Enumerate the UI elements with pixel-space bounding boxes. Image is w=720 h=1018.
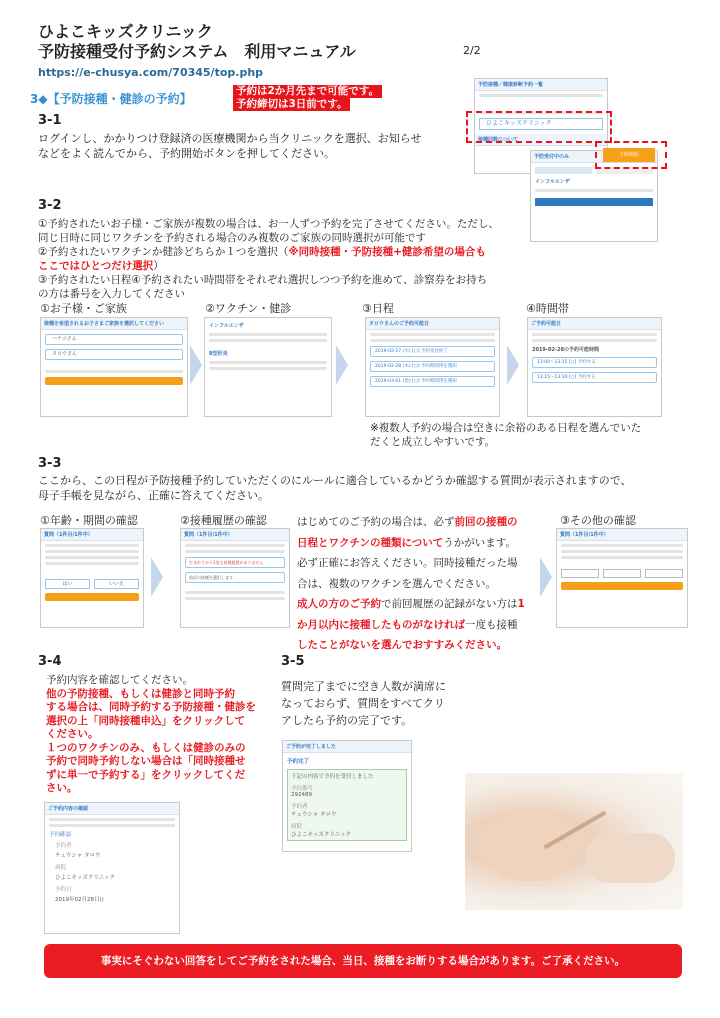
shot-line: [209, 361, 327, 364]
title-line2: 予防接種受付予約システム 利用マニュアル: [38, 42, 356, 61]
shot-field-label: 病院: [291, 824, 303, 830]
shot-title: タロウさんのご予約可能日: [366, 318, 499, 330]
shot-title: 質問（1件目/1件中）: [41, 529, 143, 541]
shot-select: [603, 569, 641, 578]
step-3-5-text: [281, 678, 446, 729]
shot-line: [45, 370, 183, 373]
shot-field-value: チュウシャ タロウ: [55, 853, 101, 859]
screenshot-family: [40, 317, 188, 417]
step-3-1-heading: 3-1: [38, 113, 62, 128]
screenshot-age-check: [40, 528, 144, 628]
label-time: ④時間帯: [526, 302, 569, 315]
shot-line: [45, 556, 139, 559]
text-red: ください。: [46, 728, 99, 740]
shot-field-value: 292489: [291, 792, 312, 798]
highlight-frame-start: [595, 141, 667, 169]
text-line: 母子手帳を見ながら、正確に答えてください。: [38, 489, 269, 502]
shot-start-button: 予約開始: [603, 148, 655, 162]
text-line: [38, 259, 538, 273]
shot-option: タロウさん: [45, 349, 183, 360]
text-red: 予約で同時予約しない場合は「同時接種せ: [46, 755, 246, 767]
shot-answers: [45, 579, 139, 589]
screenshot-other-check: [556, 528, 688, 628]
shot-time-option: 13:15〜13:30 [○] 予約する: [532, 372, 657, 383]
warning-banner: 事実にそぐわない回答をしてご予約をされた場合、当日、接種をお断りする場合があります。ご了承ください。: [44, 944, 682, 978]
shot-answer: はい: [45, 579, 90, 589]
shot-field-value: チュウシャ タロウ: [291, 812, 337, 818]
shot-next-button: [45, 377, 183, 385]
shot-option: 生まれてから1度も接種履歴がありません: [185, 557, 285, 568]
shot-title: 質問（1件目/1件中）: [181, 529, 289, 541]
shot-line: [45, 562, 139, 565]
text-red: 選択の上「同時接種申込」をクリックして: [46, 714, 246, 727]
shot-field-value: 2019年02月28日(): [55, 897, 104, 903]
photo-hand-shape: [585, 833, 675, 883]
shot-line: [209, 339, 327, 342]
shot-title: ご予約内容の確認: [45, 803, 179, 815]
text-red: したことがないを選んでおすすみください。: [297, 639, 508, 651]
shot-option: ハナコさん: [45, 334, 183, 345]
arrow-right-icon: [151, 557, 163, 597]
text-line: ログインし、かかりつけ登録済の医療機関から当クリニックを選択、お知らせ: [38, 132, 422, 145]
shot-title: 質問（1件目/1件中）: [557, 529, 687, 541]
screenshot-complete: [282, 740, 412, 852]
shot-field-label: 予約者: [291, 804, 308, 810]
text-line: だくと成立しやすいです。: [370, 436, 496, 448]
section-title: 3◆【予防接種・健診の予約】: [30, 92, 192, 106]
shot-next-button: [561, 582, 683, 590]
shot-title: 接種を希望されるお子さまご家族を選択してください: [41, 318, 187, 330]
shot-time-option: 13:00〜13:15 [○] 予約する: [532, 357, 657, 368]
text-line: [297, 533, 535, 554]
shot-message: 下記の内容で予約を受付しました: [291, 774, 374, 780]
shot-line: [45, 550, 139, 553]
step-3-3-text: [38, 473, 632, 503]
arrow-right-icon: [540, 557, 552, 597]
text-red: 1: [517, 598, 525, 610]
step-3-4-heading: 3-4: [38, 654, 62, 669]
history-explanation: [297, 512, 535, 656]
shot-item: インフルエンザ: [535, 179, 570, 185]
photo-arm-shape: [485, 811, 575, 881]
arrow-right-icon: [336, 345, 348, 385]
step-3-5-heading: 3-5: [281, 654, 305, 669]
text-red: 日程とワクチンの種類について: [297, 536, 444, 549]
text-span: ②予約されたいワクチンか健診どちらか１つを選択（: [38, 246, 289, 258]
text-red: １つのワクチンのみ、もしくは健診のみの: [46, 741, 246, 754]
shot-item: インフルエンザ: [209, 323, 244, 329]
text-line: 合は、複数のワクチンを選んでください。: [297, 577, 496, 590]
shot-title: ご予約可能日: [528, 318, 661, 330]
text-line: [297, 594, 535, 615]
label-other: ③その他の確認: [560, 514, 636, 527]
shot-line: [535, 189, 653, 192]
shot-tab: [535, 167, 592, 174]
text-red: 成人の方のご予約: [297, 598, 381, 610]
text-span: はじめてのご予約の場合は、必ず: [297, 516, 455, 528]
title-line1: ひよこキッズクリニック: [38, 22, 213, 41]
shot-line: [185, 597, 285, 600]
text-line: 同じ日時に同じワクチンを予約される場合のみ複数のご家族の同時選択が可能です: [38, 232, 426, 244]
label-date: ③日程: [362, 302, 394, 315]
shot-line: [49, 818, 175, 821]
highlight-frame-clinic: [466, 111, 612, 143]
text-line: [297, 615, 535, 636]
shot-line: [532, 339, 657, 342]
step-3-3-heading: 3-3: [38, 456, 62, 471]
page-number: 2/2: [463, 44, 481, 57]
shot-line: [479, 94, 603, 97]
shot-line: [49, 824, 175, 827]
url-link[interactable]: https://e-chusya.com/70345/top.php: [38, 66, 264, 79]
shot-line: [561, 544, 683, 547]
shot-title: ご予約が完了しました: [283, 741, 411, 753]
text-red: 他の予防接種、もしくは健診と同時予約: [46, 687, 235, 700]
shot-answer: いいえ: [94, 579, 139, 589]
shot-field-value: ひよこキッズクリニック: [55, 875, 116, 881]
text-red: ずに単一で予約する」をクリックしてくだ: [46, 768, 246, 781]
shot-label: 予約確認: [49, 832, 72, 838]
text-line: アしたら予約の完了です。: [281, 714, 413, 727]
shot-header: 予防接種／健康診断予約一覧: [475, 79, 607, 91]
screenshot-confirm: [44, 802, 180, 934]
shot-line: [532, 333, 657, 336]
text-red: する場合は、同時予約する予防接種・健診を: [46, 701, 256, 713]
shot-label: 予約完了: [287, 759, 310, 765]
shot-item: B型肝炎: [209, 351, 228, 357]
step-3-2-text: [38, 217, 538, 301]
shot-line: [561, 550, 683, 553]
label-family: ①お子様・ご家族: [40, 302, 127, 315]
text-line: [297, 512, 535, 533]
text-red: か月以内に接種したものがなければ: [297, 618, 465, 631]
text-span: 一度も接種: [465, 618, 518, 631]
notice-two-months: 予約は2か月先まで可能です。: [233, 85, 382, 98]
shot-date-option: 2019-02-27 (水) [○] 予約受付終了: [370, 346, 495, 357]
label-age-period: ①年齢・期間の確認: [40, 514, 138, 527]
shot-line: [370, 339, 495, 342]
text-line: 必ず正確にお答えください。同時接種だった場: [297, 557, 518, 569]
shot-line: [45, 544, 139, 547]
shot-select: [561, 569, 599, 578]
label-vaccine: ②ワクチン・健診: [205, 302, 292, 315]
document-title: [38, 22, 356, 62]
shot-option: 前回の接種を選択します: [185, 572, 285, 583]
shot-select: [645, 569, 683, 578]
text-red: ※同時接種・予防接種+健診希望の場合も: [288, 246, 486, 258]
shot-date-label: 2019-02-28の予約可能時間: [532, 347, 599, 353]
arrow-right-icon: [507, 345, 519, 385]
shot-line: [370, 333, 495, 336]
shot-date-option: 2019-02-28 (木) [○] 予約時間帯を選択: [370, 361, 495, 372]
multi-person-note: [370, 421, 641, 449]
text-span: ）: [153, 260, 164, 272]
text-line: ①予約されたいお子様・ご家族が複数の場合は、お一人ずつ予約を完了させてください。ただし、: [38, 218, 499, 230]
shot-blue-button: [535, 198, 653, 206]
screenshot-time: [527, 317, 662, 417]
shot-field-label: 病院: [55, 865, 67, 871]
step-3-1-text: [38, 131, 421, 161]
notice-deadline: 予約締切は3日前です。: [233, 98, 350, 111]
shot-field-label: 予約者: [55, 843, 72, 849]
screenshot-history-check: [180, 528, 290, 628]
text-line: ③予約されたい日程④予約されたい時間帯をそれぞれ選択しつつ予約を進めて、診察券をお持ち: [38, 274, 488, 286]
shot-field-value: ひよこキッズクリニック: [291, 832, 352, 838]
shot-notice: 接種回数について: [475, 134, 607, 146]
shot-next-button: [45, 593, 139, 601]
text-line: 予約内容を確認してください。: [46, 674, 193, 686]
screenshot-vaccine: [204, 317, 332, 417]
shot-line: [561, 556, 683, 559]
shot-line: [209, 367, 327, 370]
text-span: うかがいます。: [443, 536, 516, 549]
step-3-4-text: [46, 674, 276, 796]
text-span: で前回履歴の記録がない方は: [381, 598, 518, 610]
shot-selects: [561, 569, 683, 578]
text-line: ここから、この日程が予防接種予約していただくのにルールに適合しているかどうか確認する質問が表示されますので、: [38, 474, 632, 487]
shot-date-option: 2019-03-01 (金) [○] 予約時間帯を選択: [370, 376, 495, 387]
text-red: ここではひとつだけ選択: [38, 260, 154, 272]
text-red: さい。: [46, 782, 78, 794]
vaccination-photo: [465, 773, 683, 910]
text-line: 質問完了までに空き人数が満席に: [281, 680, 446, 693]
shot-line: [209, 333, 327, 336]
shot-line: [185, 550, 285, 553]
step-3-2-heading: 3-2: [38, 198, 62, 213]
shot-result-box: [287, 769, 407, 841]
text-line: [38, 245, 538, 259]
shot-line: [185, 544, 285, 547]
shot-start: 予防受付中のみ: [531, 151, 657, 163]
text-line: ※複数人予約の場合は空きに余裕のある日程を選んでいた: [370, 422, 642, 434]
shot-clinic-item: ひよこキッズクリニック: [479, 118, 603, 130]
shot-field-label: 予約番号: [291, 786, 314, 792]
text-line: の方は番号を入力してください: [38, 288, 185, 300]
text-red: 前回の接種の: [454, 516, 518, 528]
arrow-right-icon: [190, 345, 202, 385]
screenshot-date: [365, 317, 500, 417]
shot-line: [185, 591, 285, 594]
text-line: などをよく読んでから、予約開始ボタンを押してください。: [38, 147, 335, 160]
label-history: ②接種履歴の確認: [180, 514, 267, 527]
shot-field-label: 予約日: [55, 887, 72, 893]
text-line: なっておらず、質問をすべてクリ: [281, 697, 445, 710]
